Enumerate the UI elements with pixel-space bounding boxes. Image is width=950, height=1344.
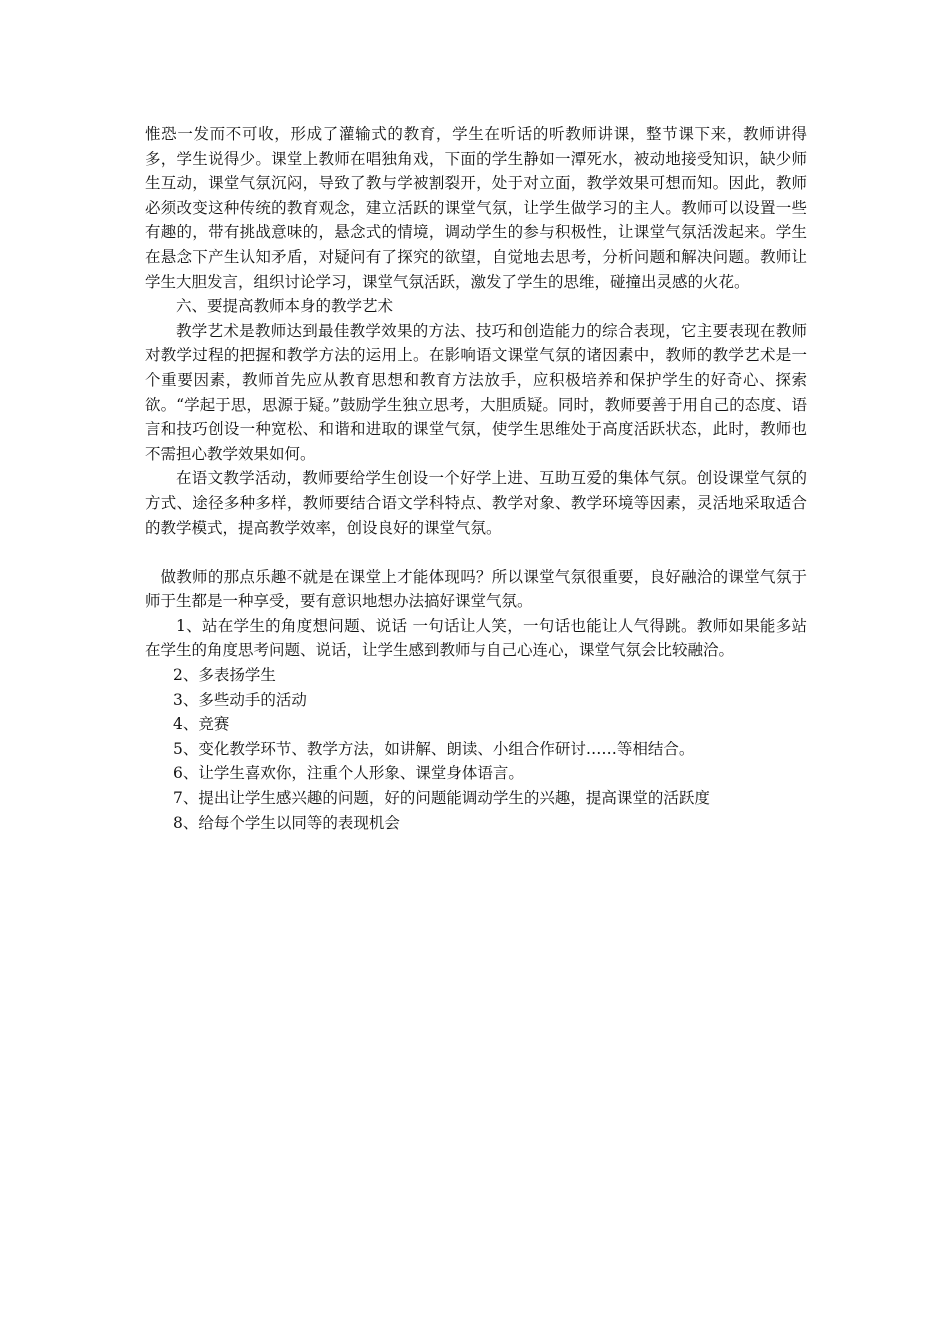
list-item: 7、提出让学生感兴趣的问题，好的问题能调动学生的兴趣，提高课堂的活跃度: [173, 789, 710, 808]
list-item: 4、竞赛: [173, 715, 230, 734]
list-item: 3、多些动手的活动: [173, 690, 307, 709]
paragraph-4: 做教师的那点乐趣不就是在课堂上才能体现吗？所以课堂气氛很重要，良好融洽的课堂气氛于师于生都是一种享受，要有意识地想办法搞好课堂气氛。: [145, 567, 807, 611]
paragraph-3: 在语文教学活动，教师要给学生创设一个好学上进、互助互爱的集体气氛。创设课堂气氛的方式、途径多种多样，教师要结合语文学科特点、教学对象、教学环境等因素，灵活地采取适合的教学模式，提高教学效率，创设良好的课堂气氛。: [145, 469, 807, 537]
paragraph-5: 1、站在学生的角度想问题、说话 一句话让人笑，一句话也能让人气得跳。教师如果能多站在学生的角度思考问题、说话，让学生感到教师与自己心连心，课堂气氛会比较融洽。: [145, 616, 807, 660]
list-item: 5、变化教学环节、教学方法，如讲解、朗读、小组合作研讨……等相结合。: [173, 739, 695, 758]
paragraph-1: 惟恐一发而不可收，形成了灌输式的教育，学生在听话的听教师讲课，整节课下来，教师讲得多，学生说得少。课堂上教师在唱独角戏，下面的学生静如一潭死水，被动地接受知识，缺少师生互动，课堂气氛沉闷，导致了教与学被割裂开，处于对立面，教学效果可想而知。因此，教师必须改变这种传统的教育观念，建立活跃的课堂气氛，让学生做学习的主人。教师可以设置一些有趣的，带有挑战意味的，悬念式的情境，调动学生的参与积极性，让课堂气氛活泼起来。学生在悬念下产生认知矛盾，对疑问有了探究的欲望，自觉地去思考，分析问题和解决问题。教师让学生大胆发言，组织讨论学习，课堂气氛活跃，激发了学生的思维，碰撞出灵感的火花。: [145, 125, 807, 291]
list-item: 2、多表扬学生: [173, 666, 276, 685]
paragraph-2: 教学艺术是教师达到最佳教学效果的方法、技巧和创造能力的综合表现，它主要表现在教师对教学过程的把握和教学方法的运用上。在影响语文课堂气氛的诸因素中，教师的教学艺术是一个重要因素，教师首先应从教育思想和教育方法放手，应积极培养和保护学生的好奇心、探索欲。“学起于思，思源于疑。”鼓励学生独立思考，大胆质疑。同时，教师要善于用自己的态度、语言和技巧创设一种宽松、和谐和进取的课堂气氛，使学生思维处于高度活跃状态，此时，教师也不需担心教学效果如何。: [145, 321, 807, 463]
section-heading-6: 六、要提高教师本身的教学艺术: [176, 297, 394, 316]
document-body: [145, 122, 807, 835]
paragraph-spacer: [145, 540, 807, 565]
list-item: 8、给每个学生以同等的表现机会: [173, 813, 400, 832]
list-item: 6、让学生喜欢你，注重个人形象、课堂身体语言。: [173, 764, 524, 783]
